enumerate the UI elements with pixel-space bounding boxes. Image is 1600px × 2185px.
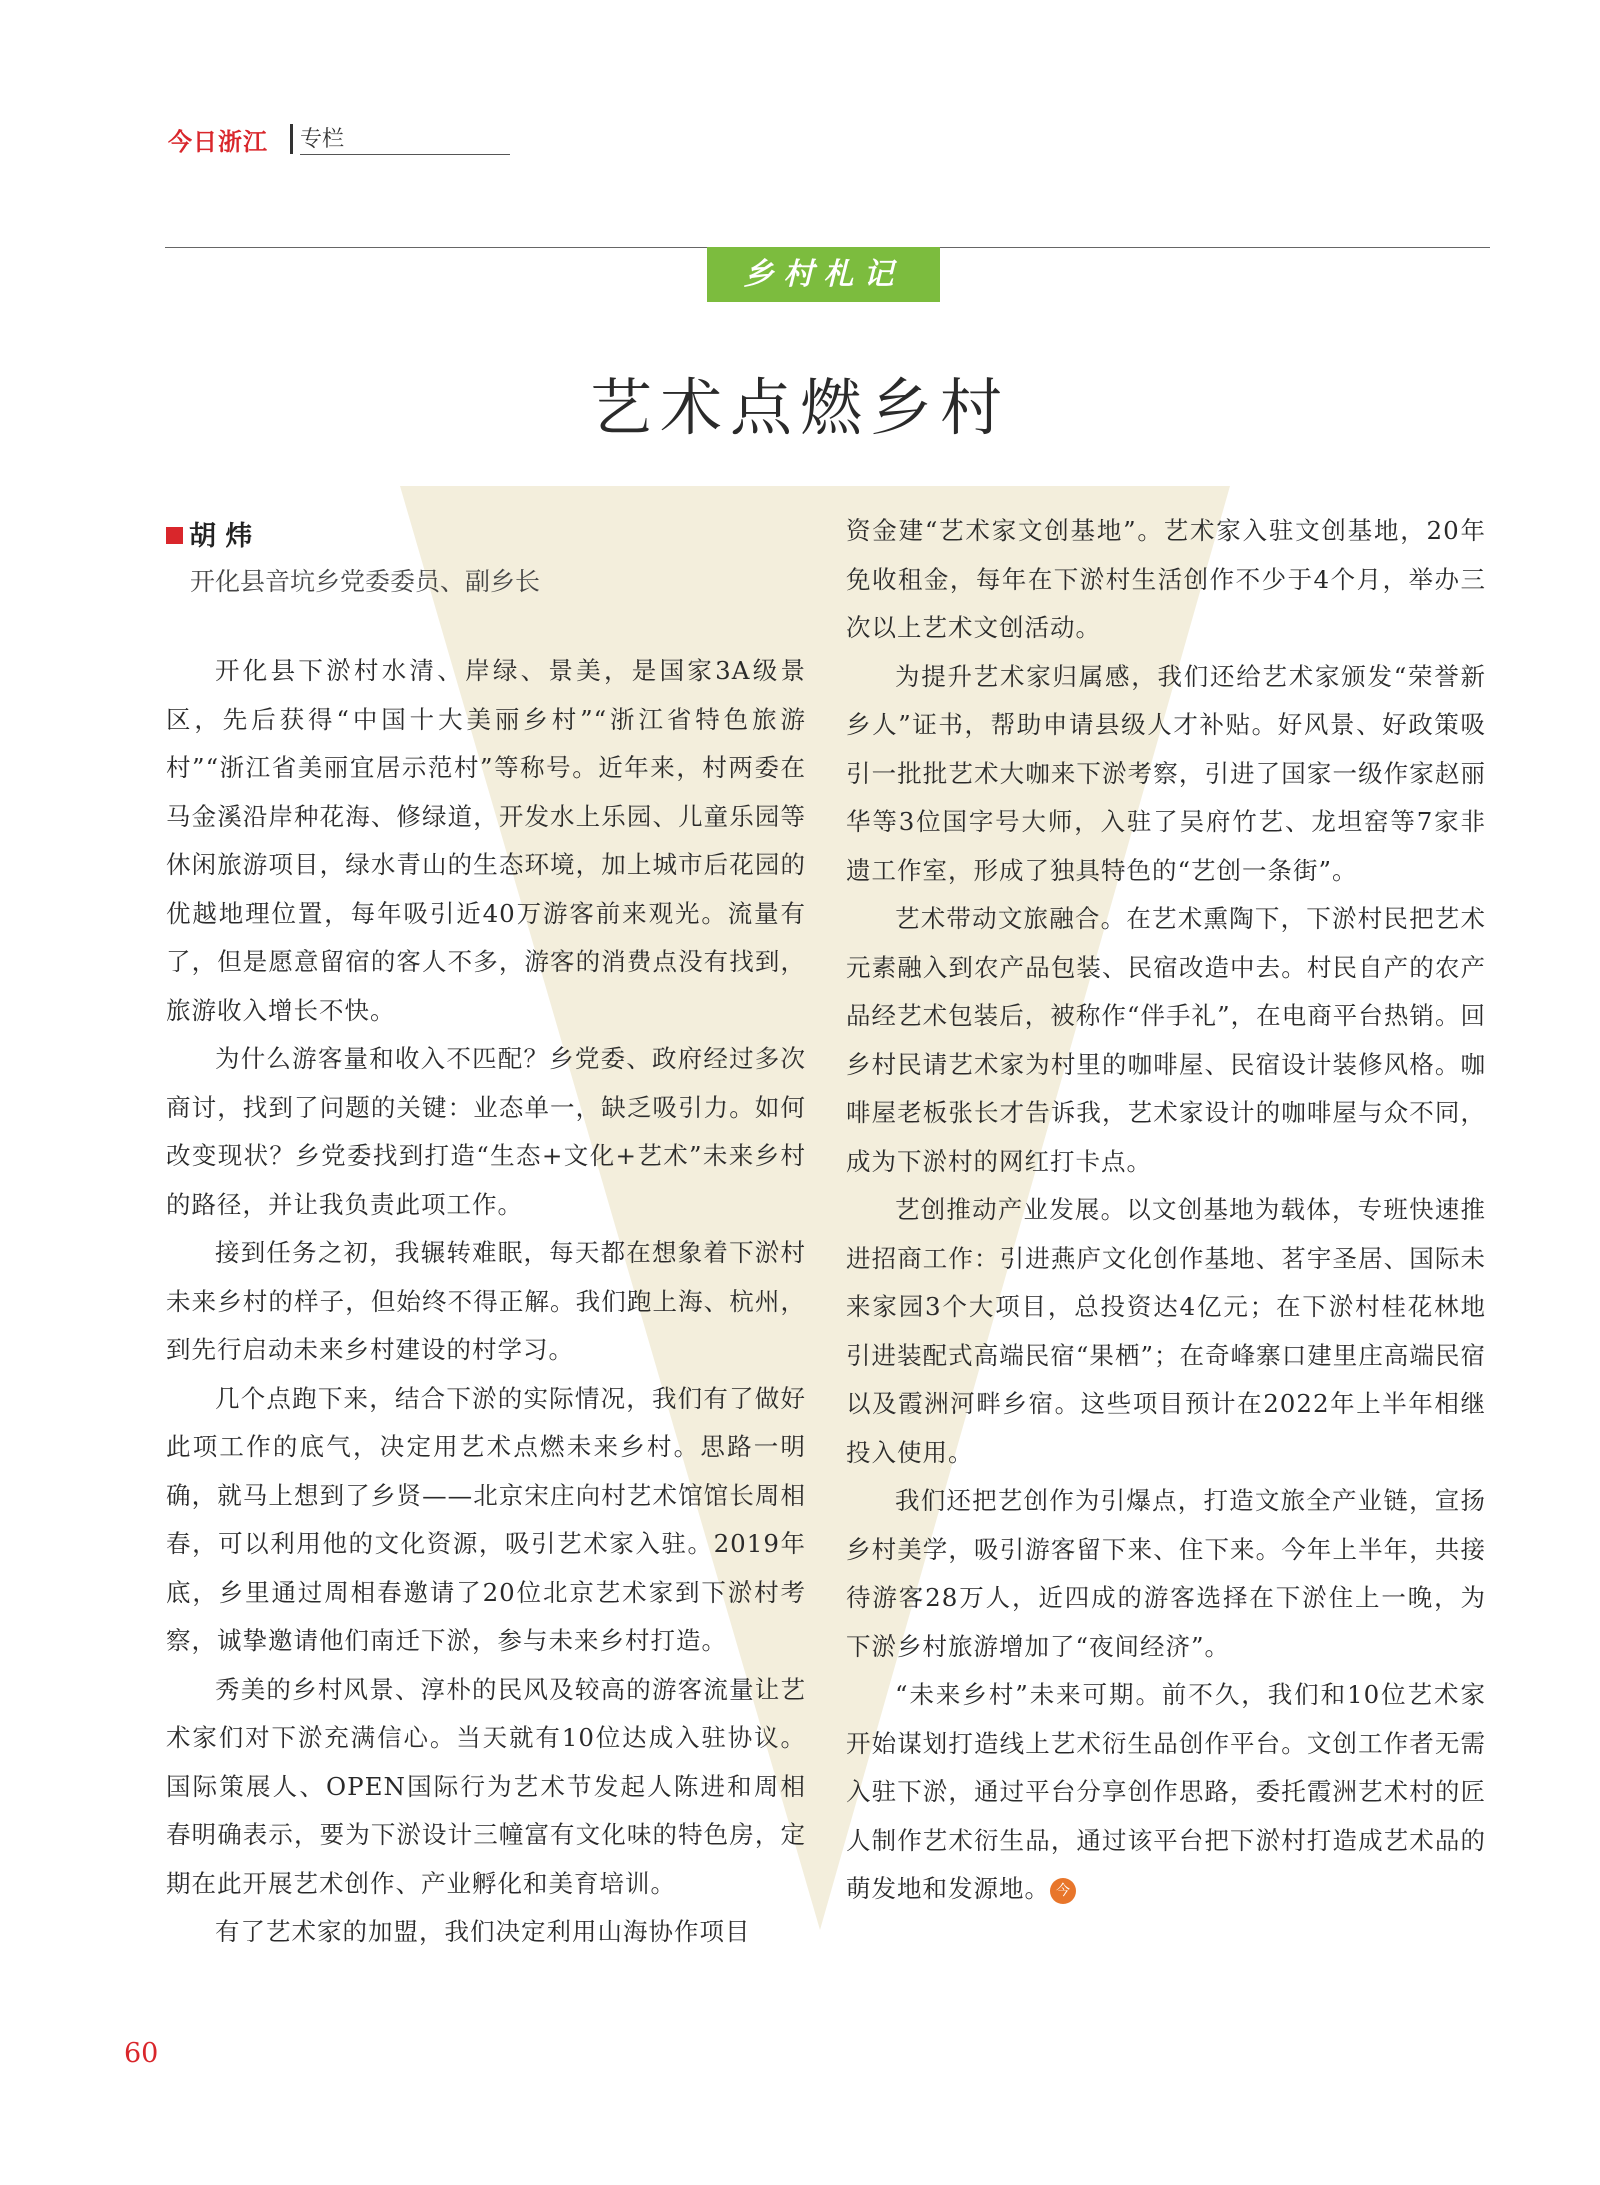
article-title: 艺术点燃乡村 (589, 371, 1010, 444)
page-number: 60 (124, 2038, 159, 2069)
paragraph: 艺创推动产业发展。以文创基地为载体，专班快速推进招商工作：引进燕庐文化创作基地、茗宇圣居、国际未来家园3个大项目，总投资达4亿元；在下淤村桂花林地引进装配式高端民宿“果栖”；在奇峰寨口建里庄高端民宿以及霞洲河畔乡宿。这些项目预计在2022年上半年相继投入使用。 (846, 1195, 1486, 1467)
magazine-header (168, 120, 510, 156)
paragraph-continuation: 资金建“艺术家文创基地”。艺术家入驻文创基地，20年免收租金，每年在下淤村生活创作不少于4个月，举办三次以上艺术文创活动。 (846, 516, 1486, 642)
paragraph: 有了艺术家的加盟，我们决定利用山海协作项目 (215, 1917, 751, 1946)
author-name (166, 514, 252, 553)
author-marker-icon (166, 527, 183, 544)
paragraph: 接到任务之初，我辗转难眠，每天都在想象着下淤村未来乡村的样子，但始终不得正解。我们跑上海、杭州，到先行启动未来乡村建设的村学习。 (166, 1238, 806, 1364)
paragraph: 为提升艺术家归属感，我们还给艺术家颁发“荣誉新乡人”证书，帮助申请县级人才补贴。好风景、好政策吸引一批批艺术大咖来下淤考察，引进了国家一级作家赵丽华等3位国字号大师，入驻了吴府竹艺、龙坦窑等7家非遗工作室，形成了独具特色的“艺创一条街”。 (846, 661, 1486, 885)
author-role: 开化县音坑乡党委委员、副乡长 (190, 567, 541, 596)
end-mark-icon: 今 (1050, 1878, 1076, 1904)
right-column (846, 507, 1486, 1914)
paragraph: 秀美的乡村风景、淳朴的民风及较高的游客流量让艺术家们对下淤充满信心。当天就有10位达成入驻协议。国际策展人、OPEN国际行为艺术节发起人陈进和周相春明确表示，要为下淤设计三幢富有文化味的特色房，定期在此开展艺术创作、产业孵化和美育培训。 (166, 1674, 806, 1898)
author-name-text: 胡 炜 (189, 521, 253, 552)
paragraph: 艺术带动文旅融合。在艺术熏陶下，下淤村民把艺术元素融入到农产品包装、民宿改造中去。村民自产的农产品经艺术包装后，被称作“伴手礼”，在电商平台热销。回乡村民请艺术家为村里的咖啡屋、民宿设计装修风格。咖啡屋老板张长才告诉我，艺术家设计的咖啡屋与众不同，成为下淤村的网红打卡点。 (846, 904, 1486, 1176)
paragraph: 开化县下淤村水清、岸绿、景美，是国家3A级景区，先后获得“中国十大美丽乡村”“浙江省特色旅游村”“浙江省美丽宜居示范村”等称号。近年来，村两委在马金溪沿岸种花海、修绿道，开发水上乐园、儿童乐园等休闲旅游项目，绿水青山的生态环境，加上城市后花园的优越地理位置，每年吸引近40万游客前来观光。流量有了，但是愿意留宿的客人不多，游客的消费点没有找到，旅游收入增长不快。 (166, 656, 806, 1025)
paragraph: 几个点跑下来，结合下淤的实际情况，我们有了做好此项工作的底气，决定用艺术点燃未来乡村。思路一明确，就马上想到了乡贤——北京宋庄向村艺术馆馆长周相春，可以利用他的文化资源，吸引艺术家入驻。2019年底，乡里通过周相春邀请了20位北京艺术家到下淤村考察，诚挚邀请他们南迁下淤，参与未来乡村打造。 (166, 1383, 806, 1655)
header-underline (300, 154, 510, 155)
column-label: 专栏 (300, 127, 345, 152)
paragraph: 为什么游客量和收入不匹配？乡党委、政府经过多次商讨，找到了问题的关键：业态单一，缺乏吸引力。如何改变现状？乡党委找到打造“生态+文化+艺术”未来乡村的路径，并让我负责此项工作。 (166, 1044, 806, 1219)
paragraph-text: “未来乡村”未来可期。前不久，我们和10位艺术家开始谋划打造线上艺术衍生品创作平台。文创工作者无需入驻下淤，通过平台分享创作思路，委托霞洲艺术村的匠人制作艺术衍生品，通过该平台把下淤村打造成艺术品的萌发地和发源地。 (846, 1680, 1486, 1903)
magazine-logo: 今日浙江 (168, 128, 268, 156)
left-column (166, 647, 806, 1957)
paragraph-last (846, 1671, 1486, 1914)
header-divider (290, 124, 293, 154)
paragraph: 我们还把艺创作为引爆点，打造文旅全产业链，宣扬乡村美学，吸引游客留下来、住下来。今年上半年，共接待游客28万人，近四成的游客选择在下淤住上一晚，为下淤乡村旅游增加了“夜间经济”。 (846, 1486, 1486, 1661)
section-label: 乡村札记 (707, 247, 940, 302)
